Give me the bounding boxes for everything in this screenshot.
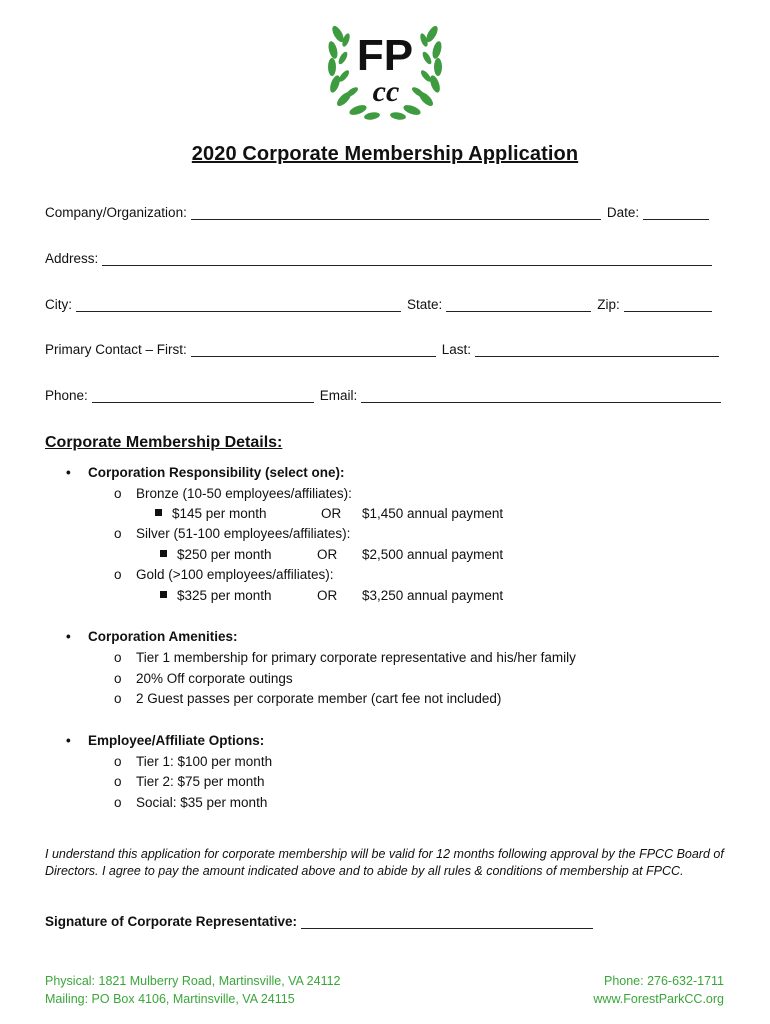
bronze-or: OR: [321, 506, 342, 521]
email-label: Email:: [319, 388, 358, 403]
square-bullet-icon: [155, 509, 162, 516]
contact-row: [45, 342, 725, 357]
bronze-annual: $1,450 annual payment: [362, 506, 504, 521]
contact-first-label: Primary Contact – First:: [45, 342, 187, 357]
tier-bronze: o Bronze (10-50 employees/affiliates):: [114, 486, 352, 501]
agreement-note: I understand this application for corporate membership will be valid for 12 months following approval by the FPCC Board of Directors. I agree to pay the amount indicated above and to abide by all rules & conditions of membership at FPCC.: [45, 847, 724, 878]
amenities-label: • Corporation Amenities:: [66, 629, 238, 644]
phone-row: [45, 388, 727, 403]
gold-pricing: [160, 588, 504, 603]
address-label: Address:: [45, 251, 99, 266]
contact-last-label: Last:: [441, 342, 472, 357]
logo-text-cc: cc: [372, 75, 400, 108]
silver-monthly: $250 per month: [177, 547, 272, 562]
square-bullet-icon: [160, 550, 167, 557]
date-label: Date:: [606, 205, 640, 220]
city-row: [45, 297, 718, 312]
company-field[interactable]: [191, 205, 601, 220]
contact-first-field[interactable]: [191, 342, 436, 357]
bronze-monthly: $145 per month: [172, 506, 267, 521]
address-field[interactable]: [102, 251, 712, 266]
phone-field[interactable]: [92, 388, 314, 403]
options-label: • Employee/Affiliate Options:: [66, 733, 265, 748]
silver-annual: $2,500 annual payment: [362, 547, 504, 562]
page-title: 2020 Corporate Membership Application: [191, 143, 579, 165]
physical-address: Physical: 1821 Mulberry Road, Martinsville, VA 24112: [45, 974, 341, 988]
gold-annual: $3,250 annual payment: [362, 588, 504, 603]
state-label: State:: [407, 297, 443, 312]
amenity-item: o 2 Guest passes per corporate member (cart fee not included): [114, 691, 502, 706]
signature-field[interactable]: [301, 914, 593, 929]
option-item: o Tier 2: $75 per month: [114, 774, 265, 789]
details-heading: Corporate Membership Details:: [45, 434, 283, 451]
contact-last-field[interactable]: [475, 342, 719, 357]
company-label: Company/Organization:: [45, 205, 187, 220]
responsibility-label: • Corporation Responsibility (select one):: [66, 465, 345, 480]
bronze-pricing: [155, 506, 504, 521]
silver-pricing: [160, 547, 504, 562]
phone-label: Phone:: [45, 388, 88, 403]
zip-label: Zip:: [597, 297, 620, 312]
city-field[interactable]: [76, 297, 401, 312]
silver-or: OR: [317, 547, 338, 562]
company-row: [45, 205, 715, 220]
footer-addresses: [45, 972, 341, 1008]
footer-contact: [593, 972, 724, 1008]
tier-gold: o Gold (>100 employees/affiliates):: [114, 567, 334, 582]
state-field[interactable]: [446, 297, 591, 312]
address-row: [45, 251, 718, 266]
signature-row: [45, 914, 599, 929]
date-field[interactable]: [643, 205, 709, 220]
logo-text-fp: FP: [356, 31, 414, 80]
amenity-item: o Tier 1 membership for primary corporate representative and his/her family: [114, 650, 576, 665]
city-label: City:: [45, 297, 72, 312]
zip-field[interactable]: [624, 297, 712, 312]
option-item: o Tier 1: $100 per month: [114, 754, 273, 769]
gold-monthly: $325 per month: [177, 588, 272, 603]
email-field[interactable]: [361, 388, 721, 403]
website-link[interactable]: www.ForestParkCC.org: [593, 992, 724, 1006]
option-item: o Social: $35 per month: [114, 795, 268, 810]
signature-label: Signature of Corporate Representative:: [45, 914, 298, 929]
gold-or: OR: [317, 588, 338, 603]
fpcc-logo: [320, 14, 450, 126]
square-bullet-icon: [160, 591, 167, 598]
tier-silver: o Silver (51-100 employees/affiliates):: [114, 526, 351, 541]
amenity-item: o 20% Off corporate outings: [114, 671, 293, 686]
phone-number: Phone: 276-632-1711: [603, 974, 724, 988]
mailing-address: Mailing: PO Box 4106, Martinsville, VA 24115: [45, 992, 295, 1006]
